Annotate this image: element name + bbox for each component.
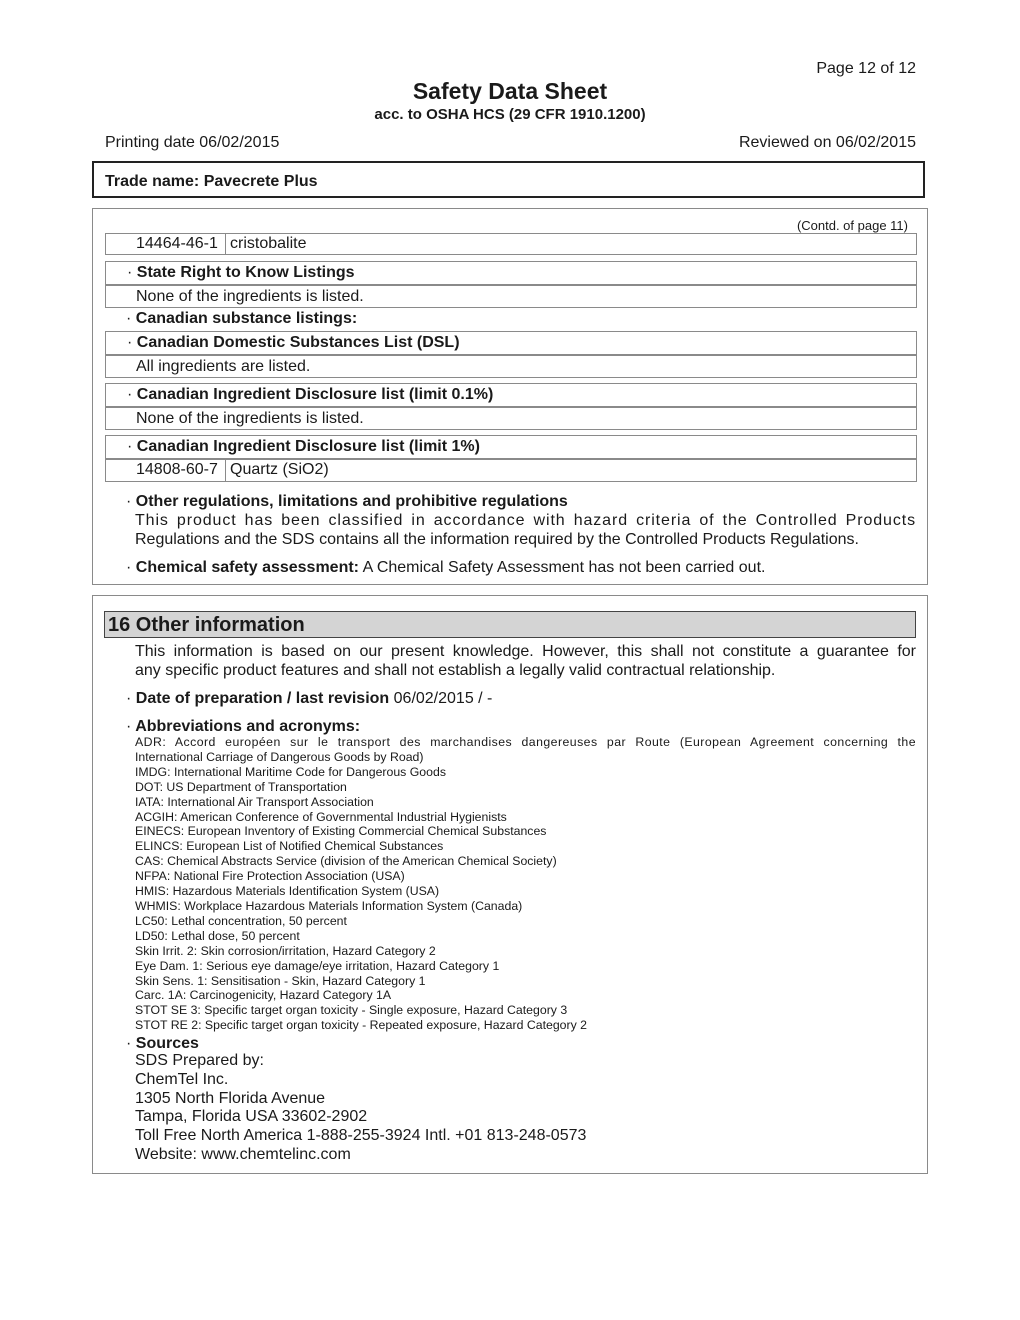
quartz-cas: 14808-60-7	[106, 460, 226, 481]
dsl-text-row	[105, 355, 917, 378]
abbreviation-item: International Carriage of Dangerous Goods by Road)	[135, 749, 424, 764]
idl1-heading: Canadian Ingredient Disclosure list (limit 1%)	[136, 438, 480, 455]
sources-heading: · Sources	[126, 1035, 199, 1052]
abbreviation-item: IMDG: International Maritime Code for Dangerous Goods	[135, 764, 446, 779]
abbreviation-item: NFPA: National Fire Protection Association (USA)	[135, 869, 405, 884]
intro-line2: any specific product features and shall not establish a legally valid contractual relationship.	[135, 662, 776, 679]
state-right-text: None of the ingredients is listed.	[136, 288, 364, 305]
idl01-heading: Canadian Ingredient Disclosure list (limit 0.1%)	[136, 386, 494, 403]
intro-line1: This information is based on our present knowledge. However, this shall not constitute a guarantee for	[135, 643, 916, 660]
abbreviation-item: STOT RE 2: Specific target organ toxicity - Repeated exposure, Hazard Category 2	[135, 1018, 588, 1033]
bullet-mark: ·	[127, 264, 133, 281]
abbreviation-item: CAS: Chemical Abstracts Service (division of the American Chemical Society)	[135, 854, 557, 869]
section-16-heading-bar	[104, 611, 916, 638]
printing-date: Printing date 06/02/2015	[105, 134, 280, 151]
trade-name-box	[92, 161, 925, 198]
page-number: Page 12 of 12	[816, 60, 916, 77]
abbreviation-item: WHMIS: Workplace Hazardous Materials Information System (Canada)	[135, 898, 523, 913]
state-right-heading-row	[105, 261, 917, 285]
quartz-name: Quartz (SiO2)	[230, 461, 329, 478]
reviewed-date: Reviewed on 06/02/2015	[738, 134, 916, 151]
abbreviation-item: ACGIH: American Conference of Governmental Industrial Hygienists	[135, 809, 507, 824]
abbreviation-item: LD50: Lethal dose, 50 percent	[135, 928, 300, 943]
abbreviation-item: DOT: US Department of Transportation	[135, 779, 347, 794]
dsl-text: All ingredients are listed.	[136, 358, 311, 375]
canadian-substance-heading: · Canadian substance listings:	[126, 310, 358, 327]
quartz-row	[105, 459, 917, 482]
abbreviation-item: Carc. 1A: Carcinogenicity, Hazard Category 1A	[135, 988, 392, 1003]
abbreviation-item: EINECS: European Inventory of Existing Commercial Chemical Substances	[135, 824, 547, 839]
sources-line: SDS Prepared by:	[135, 1052, 264, 1069]
abbreviation-item: Eye Dam. 1: Serious eye damage/eye irritation, Hazard Category 1	[135, 958, 500, 973]
substance-name: cristobalite	[230, 235, 307, 252]
abbreviation-item: STOT SE 3: Specific target organ toxicity - Single exposure, Hazard Category 3	[135, 1003, 568, 1018]
trade-name: Trade name: Pavecrete Plus	[105, 173, 318, 190]
section-16-heading: 16 Other information	[108, 614, 305, 636]
cas-number: 14464-46-1	[106, 234, 226, 254]
idl01-heading-row: · Canadian Ingredient Disclosure list (limit 0.1%)	[105, 383, 917, 407]
idl01-text: None of the ingredients is listed.	[136, 410, 364, 427]
abbreviations-list	[135, 735, 916, 1033]
idl01-text-row	[105, 407, 917, 430]
idl1-heading-row: · Canadian Ingredient Disclosure list (limit 1%)	[105, 435, 917, 459]
abbreviations-heading: · Abbreviations and acronyms:	[126, 718, 361, 735]
state-right-heading: State Right to Know Listings	[136, 264, 355, 281]
sources-line: Website: www.chemtelinc.com	[135, 1145, 351, 1163]
abbreviation-item: ADR: Accord européen sur le transport des marchandises dangereuses par Route (European Agreement concerning the	[135, 735, 916, 749]
other-regulations-line1: This product has been classified in accordance with hazard criteria of the Controlled Products	[135, 512, 916, 529]
document-title: Safety Data Sheet	[412, 78, 608, 104]
sources-line: 1305 North Florida Avenue	[135, 1089, 326, 1107]
sources-line: Toll Free North America 1-888-255-3924 Intl. +01 813-248-0573	[135, 1127, 587, 1145]
other-regulations-heading: · Other regulations, limitations and prohibitive regulations	[126, 493, 568, 510]
abbreviation-item: Skin Sens. 1: Sensitisation - Skin, Hazard Category 1	[135, 973, 426, 988]
date-of-preparation: · Date of preparation / last revision 06/02/2015 / -	[126, 690, 493, 707]
dsl-heading-row: · Canadian Domestic Substances List (DSL)	[105, 331, 917, 355]
sources-line: ChemTel Inc.	[135, 1070, 229, 1088]
abbreviation-item: Skin Irrit. 2: Skin corrosion/irritation, Hazard Category 2	[135, 943, 436, 958]
continued-note: (Contd. of page 11)	[796, 218, 908, 233]
abbreviation-item: IATA: International Air Transport Association	[135, 794, 374, 809]
document-subtitle: acc. to OSHA HCS (29 CFR 1910.1200)	[374, 106, 646, 123]
dsl-heading: Canadian Domestic Substances List (DSL)	[136, 334, 460, 351]
abbreviation-item: HMIS: Hazardous Materials Identification System (USA)	[135, 884, 440, 899]
abbreviation-item: LC50: Lethal concentration, 50 percent	[135, 913, 347, 928]
state-right-text-row	[105, 285, 917, 308]
chemical-safety-assessment: · Chemical safety assessment: A Chemical Safety Assessment has not been carried out.	[126, 559, 766, 576]
other-regulations-line2: Regulations and the SDS contains all the information required by the Controlled Products Regulations.	[135, 531, 859, 548]
abbreviation-item: ELINCS: European List of Notified Chemical Substances	[135, 839, 444, 854]
cristobalite-row	[105, 233, 917, 255]
sources-list	[135, 1052, 586, 1165]
sources-line: Tampa, Florida USA 33602-2902	[135, 1108, 368, 1126]
